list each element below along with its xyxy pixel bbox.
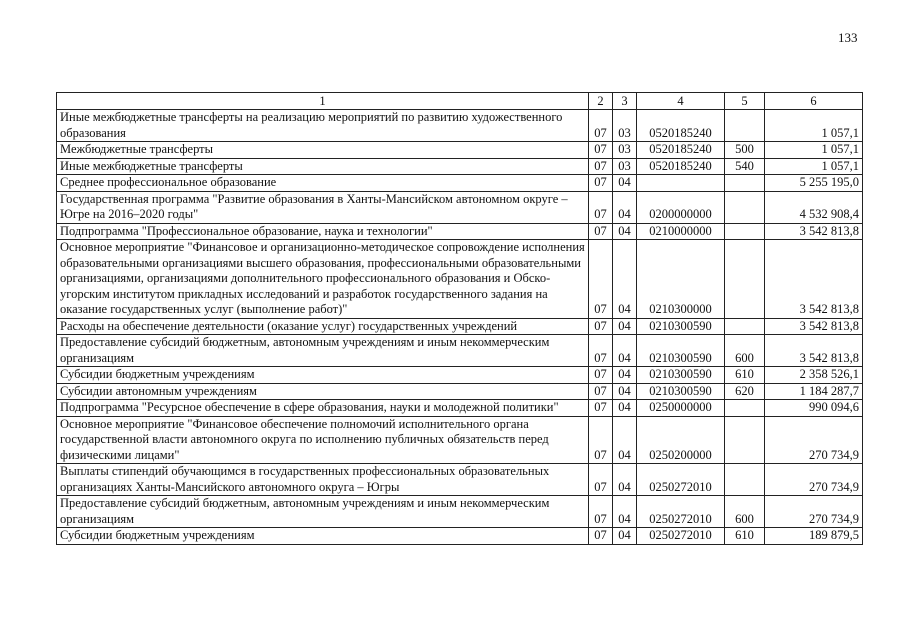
cell-target-article: 0520185240 xyxy=(637,142,725,159)
header-row xyxy=(57,93,863,110)
cell-target-article: 0210300590 xyxy=(637,318,725,335)
cell-name: Выплаты стипендий обучающимся в государственных профессиональных образовательных организациях Ханты-Мансийского автономного округа – Югры xyxy=(57,464,589,496)
cell-section: 07 xyxy=(589,240,613,319)
cell-target-article xyxy=(637,175,725,192)
cell-subsection: 04 xyxy=(613,416,637,464)
cell-section: 07 xyxy=(589,335,613,367)
cell-section: 07 xyxy=(589,528,613,545)
cell-expense-type: 600 xyxy=(725,335,765,367)
cell-expense-type xyxy=(725,400,765,417)
cell-name: Субсидии бюджетным учреждениям xyxy=(57,528,589,545)
cell-expense-type xyxy=(725,240,765,319)
header-cell-name: 1 xyxy=(57,93,589,110)
cell-section: 07 xyxy=(589,318,613,335)
cell-amount: 2 358 526,1 xyxy=(765,367,863,384)
cell-section: 07 xyxy=(589,383,613,400)
cell-subsection: 04 xyxy=(613,383,637,400)
cell-section: 07 xyxy=(589,158,613,175)
table-row xyxy=(57,496,863,528)
cell-target-article: 0210300590 xyxy=(637,367,725,384)
cell-amount: 3 542 813,8 xyxy=(765,223,863,240)
cell-section: 07 xyxy=(589,464,613,496)
cell-expense-type xyxy=(725,416,765,464)
cell-name: Иные межбюджетные трансферты на реализацию мероприятий по развитию художественного образования xyxy=(57,110,589,142)
cell-expense-type xyxy=(725,223,765,240)
cell-subsection: 03 xyxy=(613,158,637,175)
cell-section: 07 xyxy=(589,416,613,464)
table-body xyxy=(57,110,863,545)
table-row xyxy=(57,335,863,367)
cell-subsection: 03 xyxy=(613,142,637,159)
cell-amount: 189 879,5 xyxy=(765,528,863,545)
cell-expense-type xyxy=(725,318,765,335)
cell-target-article: 0210300590 xyxy=(637,383,725,400)
cell-section: 07 xyxy=(589,223,613,240)
table-row xyxy=(57,240,863,319)
cell-subsection: 04 xyxy=(613,318,637,335)
cell-target-article: 0250272010 xyxy=(637,528,725,545)
cell-expense-type: 610 xyxy=(725,528,765,545)
cell-expense-type: 620 xyxy=(725,383,765,400)
cell-name: Иные межбюджетные трансферты xyxy=(57,158,589,175)
cell-subsection: 03 xyxy=(613,110,637,142)
cell-target-article: 0250000000 xyxy=(637,400,725,417)
cell-name: Расходы на обеспечение деятельности (оказание услуг) государственных учреждений xyxy=(57,318,589,335)
table-row xyxy=(57,318,863,335)
cell-subsection: 04 xyxy=(613,496,637,528)
cell-subsection: 04 xyxy=(613,223,637,240)
cell-name: Подпрограмма "Ресурсное обеспечение в сфере образования, науки и молодежной политики" xyxy=(57,400,589,417)
cell-name: Подпрограмма "Профессиональное образование, наука и технологии" xyxy=(57,223,589,240)
cell-subsection: 04 xyxy=(613,528,637,545)
table-row xyxy=(57,175,863,192)
table-row xyxy=(57,416,863,464)
cell-amount: 3 542 813,8 xyxy=(765,318,863,335)
cell-section: 07 xyxy=(589,175,613,192)
cell-expense-type xyxy=(725,464,765,496)
cell-target-article: 0250272010 xyxy=(637,496,725,528)
cell-amount: 270 734,9 xyxy=(765,464,863,496)
cell-section: 07 xyxy=(589,400,613,417)
cell-name: Основное мероприятие "Финансовое обеспечение полномочий исполнительного органа государственной власти автономного округа по исполнению публичных обязательств перед физическими лицами" xyxy=(57,416,589,464)
table-row xyxy=(57,110,863,142)
cell-target-article: 0520185240 xyxy=(637,158,725,175)
cell-section: 07 xyxy=(589,142,613,159)
cell-amount: 1 057,1 xyxy=(765,158,863,175)
cell-expense-type: 540 xyxy=(725,158,765,175)
cell-subsection: 04 xyxy=(613,191,637,223)
cell-subsection: 04 xyxy=(613,335,637,367)
cell-name: Предоставление субсидий бюджетным, автономным учреждениям и иным некоммерческим организациям xyxy=(57,335,589,367)
cell-target-article: 0250272010 xyxy=(637,464,725,496)
cell-amount: 3 542 813,8 xyxy=(765,335,863,367)
cell-target-article: 0250200000 xyxy=(637,416,725,464)
cell-expense-type: 600 xyxy=(725,496,765,528)
budget-table xyxy=(56,92,863,545)
cell-expense-type: 610 xyxy=(725,367,765,384)
cell-expense-type xyxy=(725,110,765,142)
cell-expense-type xyxy=(725,191,765,223)
cell-section: 07 xyxy=(589,367,613,384)
cell-name: Предоставление субсидий бюджетным, автономным учреждениям и иным некоммерческим организациям xyxy=(57,496,589,528)
cell-subsection: 04 xyxy=(613,240,637,319)
table-row xyxy=(57,528,863,545)
cell-expense-type xyxy=(725,175,765,192)
table-row xyxy=(57,223,863,240)
cell-target-article: 0210300590 xyxy=(637,335,725,367)
header-cell-subsection: 3 xyxy=(613,93,637,110)
table-row xyxy=(57,142,863,159)
cell-name: Межбюджетные трансферты xyxy=(57,142,589,159)
header-cell-target-article: 4 xyxy=(637,93,725,110)
cell-target-article: 0520185240 xyxy=(637,110,725,142)
table-row xyxy=(57,367,863,384)
cell-section: 07 xyxy=(589,110,613,142)
cell-amount: 4 532 908,4 xyxy=(765,191,863,223)
cell-amount: 1 057,1 xyxy=(765,142,863,159)
cell-subsection: 04 xyxy=(613,367,637,384)
cell-amount: 3 542 813,8 xyxy=(765,240,863,319)
cell-amount: 1 057,1 xyxy=(765,110,863,142)
header-cell-amount: 6 xyxy=(765,93,863,110)
cell-amount: 990 094,6 xyxy=(765,400,863,417)
cell-subsection: 04 xyxy=(613,464,637,496)
table-row xyxy=(57,464,863,496)
cell-section: 07 xyxy=(589,496,613,528)
table-row xyxy=(57,383,863,400)
cell-target-article: 0210000000 xyxy=(637,223,725,240)
cell-name: Субсидии автономным учреждениям xyxy=(57,383,589,400)
cell-target-article: 0200000000 xyxy=(637,191,725,223)
cell-name: Основное мероприятие "Финансовое и организационно-методическое сопровождение исполнения образовательными организациями высшего образования, профессиональными образовательными организациями, организациями дополнительного профессионального образования и Обско-угорским институтом прикладных исследований и разработок государственного задания на оказание государственных услуг (выполнение работ)" xyxy=(57,240,589,319)
cell-name: Государственная программа "Развитие образования в Ханты-Мансийском автономном округе – Югре на 2016–2020 годы" xyxy=(57,191,589,223)
cell-amount: 270 734,9 xyxy=(765,416,863,464)
cell-amount: 5 255 195,0 xyxy=(765,175,863,192)
page-number: 133 xyxy=(838,30,858,45)
table-row xyxy=(57,158,863,175)
cell-subsection: 04 xyxy=(613,400,637,417)
table-row xyxy=(57,191,863,223)
header-cell-expense-type: 5 xyxy=(725,93,765,110)
cell-section: 07 xyxy=(589,191,613,223)
cell-amount: 1 184 287,7 xyxy=(765,383,863,400)
header-cell-section: 2 xyxy=(589,93,613,110)
cell-subsection: 04 xyxy=(613,175,637,192)
cell-name: Субсидии бюджетным учреждениям xyxy=(57,367,589,384)
cell-name: Среднее профессиональное образование xyxy=(57,175,589,192)
cell-target-article: 0210300000 xyxy=(637,240,725,319)
cell-expense-type: 500 xyxy=(725,142,765,159)
cell-amount: 270 734,9 xyxy=(765,496,863,528)
table-row xyxy=(57,400,863,417)
